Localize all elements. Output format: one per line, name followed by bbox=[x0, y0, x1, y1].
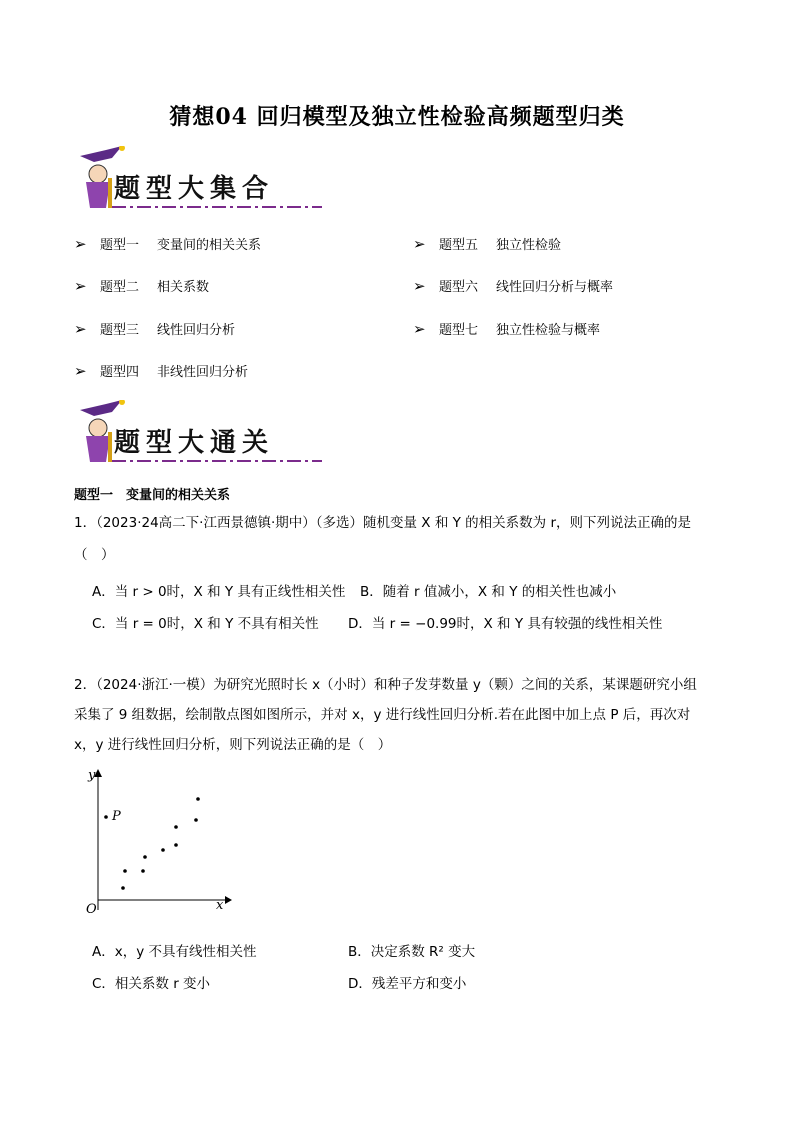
section-banner-practice bbox=[72, 400, 302, 470]
question-2-stem-line-1: 2．（2024·浙江·一模）为研究光照时长 x（小时）和种子发芽数量 y（颗）之间的关系，某课题研究小组 bbox=[74, 677, 697, 693]
scatter-point bbox=[196, 797, 200, 801]
x-axis-label: x bbox=[216, 898, 224, 913]
toc-item-4[interactable]: ➢ 题型四 非线性回归分析 bbox=[74, 361, 249, 380]
toc-item-1[interactable]: ➢ 题型一 变量间的相关关系 bbox=[74, 234, 262, 253]
arrow-bullet-icon: ➢ bbox=[74, 234, 87, 253]
scatter-point bbox=[123, 869, 127, 873]
section-heading: 题型一 变量间的相关关系 bbox=[74, 488, 231, 503]
question-2-option-c[interactable]: C．相关系数 r 变小 bbox=[92, 976, 211, 992]
arrow-bullet-icon: ➢ bbox=[74, 319, 87, 338]
section-banner-collection bbox=[72, 146, 302, 216]
point-p-label: P bbox=[112, 809, 121, 824]
arrow-bullet-icon: ➢ bbox=[413, 234, 426, 253]
y-axis-label: y bbox=[88, 768, 96, 783]
toc-item-3[interactable]: ➢ 题型三 线性回归分析 bbox=[74, 319, 236, 338]
scatter-point bbox=[121, 886, 125, 890]
toc-item-7[interactable]: ➢ 题型七 独立性检验与概率 bbox=[413, 319, 601, 338]
arrow-bullet-icon: ➢ bbox=[413, 319, 426, 338]
scatter-point-p bbox=[104, 815, 108, 819]
question-2-option-d[interactable]: D．残差平方和变小 bbox=[348, 976, 467, 992]
question-2-option-a[interactable]: A．x，y 不具有线性相关性 bbox=[92, 944, 257, 960]
toc-item-5[interactable]: ➢ 题型五 独立性检验 bbox=[413, 234, 562, 253]
scatter-point bbox=[174, 843, 178, 847]
page-title: 猜想04 回归模型及独立性检验高频题型归类 bbox=[169, 104, 625, 130]
question-1-option-d[interactable]: D．当 r = −0.99时，X 和 Y 具有较强的线性相关性 bbox=[348, 616, 663, 632]
scatter-plot bbox=[70, 765, 240, 920]
question-1-option-c[interactable]: C．当 r = 0时，X 和 Y 不具有相关性 bbox=[92, 616, 319, 632]
banner-title: 题型大集合 bbox=[114, 174, 275, 204]
x-axis-arrow-icon bbox=[225, 896, 232, 904]
arrow-bullet-icon: ➢ bbox=[74, 276, 87, 295]
toc-item-2[interactable]: ➢ 题型二 相关系数 bbox=[74, 276, 210, 295]
banner-underline bbox=[112, 458, 322, 462]
question-2-stem-line-2: 采集了 9 组数据，绘制散点图如图所示，并对 x，y 进行线性回归分析.若在此图中加上点 P 后，再次对 bbox=[74, 707, 691, 723]
question-1-stem: 1．（2023·24高二下·江西景德镇·期中）（多选）随机变量 X 和 Y 的相关系数为 r，则下列说法正确的是 bbox=[74, 515, 691, 531]
banner-underline bbox=[112, 204, 322, 208]
toc-item-6[interactable]: ➢ 题型六 线性回归分析与概率 bbox=[413, 276, 614, 295]
scatter-point bbox=[194, 818, 198, 822]
origin-label: O bbox=[86, 902, 97, 917]
scatter-point bbox=[174, 825, 178, 829]
arrow-bullet-icon: ➢ bbox=[413, 276, 426, 295]
question-1-blank: （ ） bbox=[74, 547, 115, 563]
scatter-point bbox=[141, 869, 145, 873]
question-1-option-b[interactable]: B．随着 r 值减小，X 和 Y 的相关性也减小 bbox=[360, 584, 617, 600]
scatter-point bbox=[143, 855, 147, 859]
question-2-stem-line-3: x，y 进行线性回归分析，则下列说法正确的是（ ） bbox=[74, 737, 392, 753]
arrow-bullet-icon: ➢ bbox=[74, 361, 87, 380]
question-1-option-a[interactable]: A．当 r > 0时，X 和 Y 具有正线性相关性 bbox=[92, 584, 346, 600]
scatter-point bbox=[161, 848, 165, 852]
question-2-option-b[interactable]: B．决定系数 R² 变大 bbox=[348, 944, 476, 960]
banner-title: 题型大通关 bbox=[114, 428, 275, 458]
